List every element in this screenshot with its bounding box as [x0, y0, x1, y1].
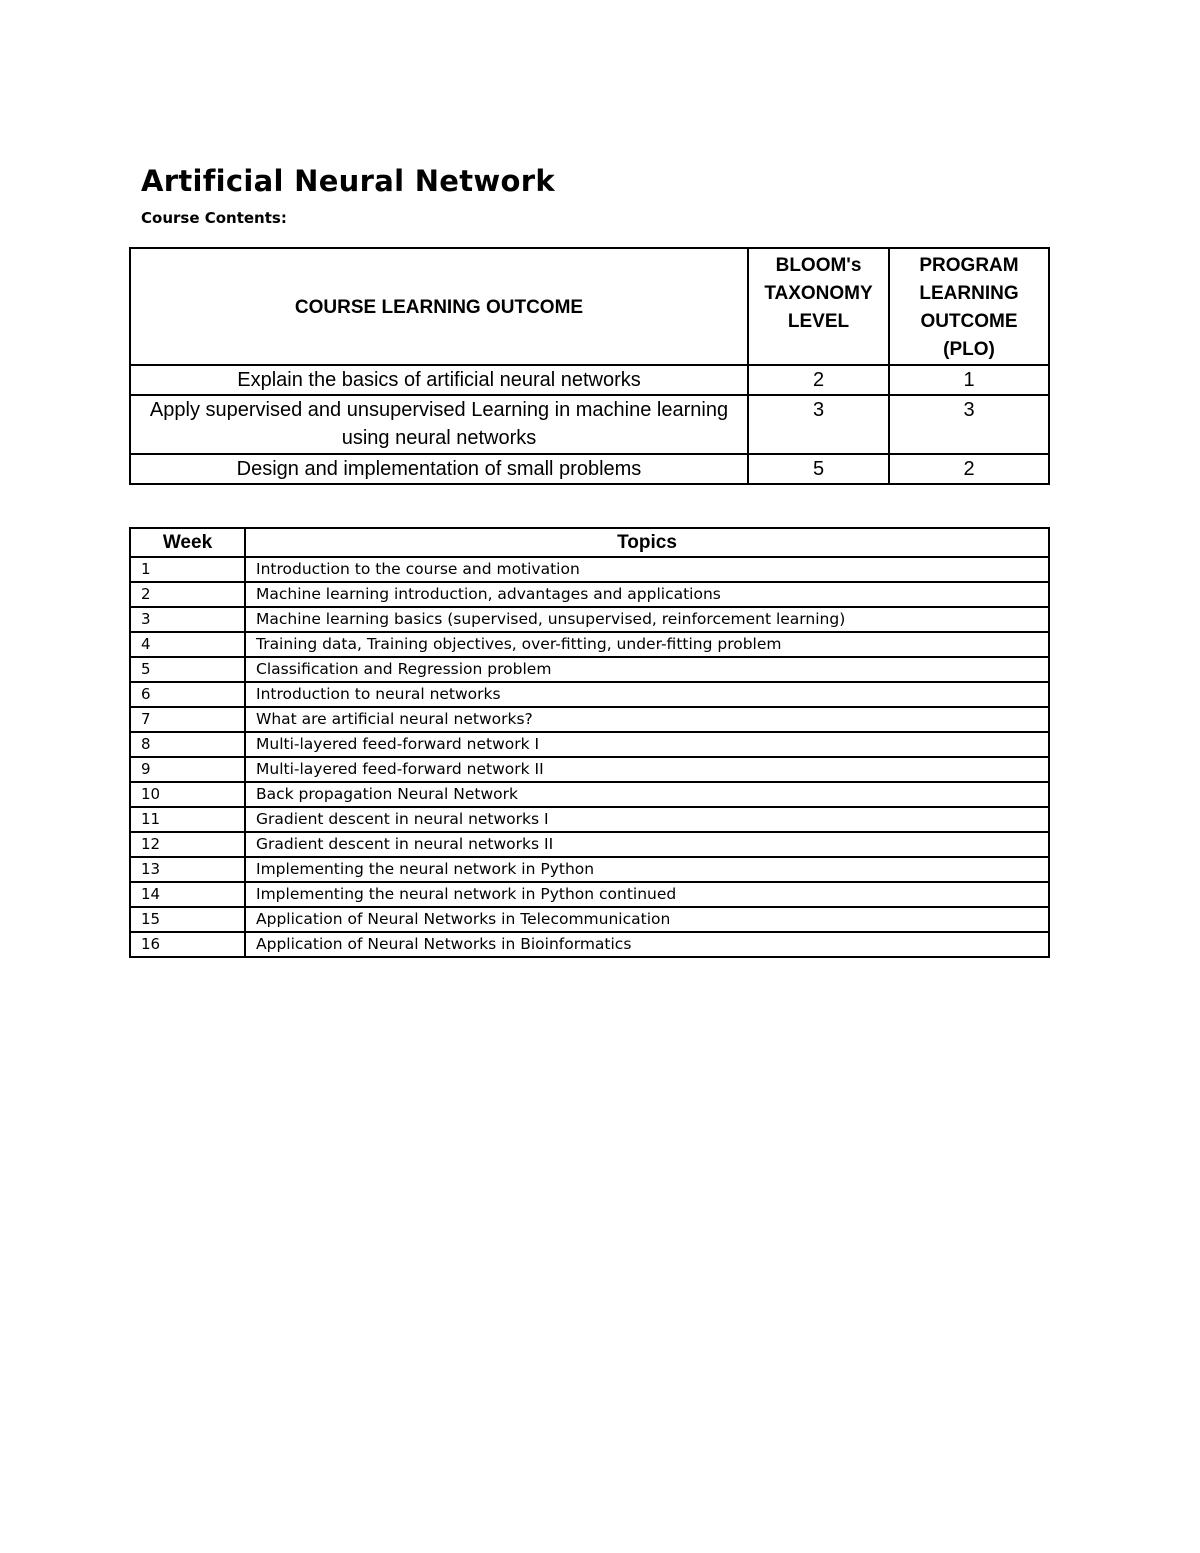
- clo-plo-cell: 3: [889, 395, 1049, 454]
- clo-header-plo: PROGRAM LEARNING OUTCOME (PLO): [889, 248, 1049, 365]
- table-row: [130, 757, 1049, 782]
- table-row: [130, 932, 1049, 957]
- clo-header-row: [130, 248, 1049, 365]
- week-number: 14: [130, 882, 245, 907]
- table-row: [130, 707, 1049, 732]
- week-topic: Back propagation Neural Network: [245, 782, 1049, 807]
- week-topic: Application of Neural Networks in Telecommunication: [245, 907, 1049, 932]
- weekly-topics-table: [129, 527, 1050, 958]
- table-row: [130, 882, 1049, 907]
- week-topic: Multi-layered feed-forward network I: [245, 732, 1049, 757]
- document-title: Artificial Neural Network: [141, 164, 555, 198]
- table-row: [130, 807, 1049, 832]
- course-learning-outcome-table: [129, 247, 1050, 485]
- week-number: 7: [130, 707, 245, 732]
- weeks-header-topics: Topics: [245, 528, 1049, 557]
- week-topic: Implementing the neural network in Python: [245, 857, 1049, 882]
- week-number: 10: [130, 782, 245, 807]
- weeks-header-week: Week: [130, 528, 245, 557]
- week-number: 8: [130, 732, 245, 757]
- week-number: 12: [130, 832, 245, 857]
- week-number: 16: [130, 932, 245, 957]
- week-topic: Application of Neural Networks in Bioinformatics: [245, 932, 1049, 957]
- table-row: [130, 657, 1049, 682]
- clo-header-outcome: COURSE LEARNING OUTCOME: [130, 248, 748, 365]
- course-contents-label: Course Contents:: [141, 209, 287, 227]
- week-topic: Classification and Regression problem: [245, 657, 1049, 682]
- week-topic: Gradient descent in neural networks I: [245, 807, 1049, 832]
- week-number: 5: [130, 657, 245, 682]
- clo-row: [130, 365, 1049, 395]
- clo-bloom-cell: 2: [748, 365, 889, 395]
- clo-row: [130, 454, 1049, 484]
- week-number: 13: [130, 857, 245, 882]
- week-topic: Introduction to neural networks: [245, 682, 1049, 707]
- week-topic: Training data, Training objectives, over-fitting, under-fitting problem: [245, 632, 1049, 657]
- clo-outcome-cell: Explain the basics of artificial neural networks: [130, 365, 748, 395]
- week-topic: Machine learning basics (supervised, unsupervised, reinforcement learning): [245, 607, 1049, 632]
- clo-plo-cell: 1: [889, 365, 1049, 395]
- clo-header-bloom: BLOOM's TAXONOMY LEVEL: [748, 248, 889, 365]
- table-row: [130, 832, 1049, 857]
- clo-bloom-cell: 5: [748, 454, 889, 484]
- clo-bloom-cell: 3: [748, 395, 889, 454]
- table-row: [130, 632, 1049, 657]
- week-topic: Introduction to the course and motivation: [245, 557, 1049, 582]
- clo-outcome-cell: Design and implementation of small problems: [130, 454, 748, 484]
- week-number: 1: [130, 557, 245, 582]
- week-topic: Implementing the neural network in Python continued: [245, 882, 1049, 907]
- week-topic: Gradient descent in neural networks II: [245, 832, 1049, 857]
- table-row: [130, 782, 1049, 807]
- table-row: [130, 682, 1049, 707]
- clo-row: [130, 395, 1049, 454]
- week-topic: What are artificial neural networks?: [245, 707, 1049, 732]
- week-number: 9: [130, 757, 245, 782]
- week-number: 15: [130, 907, 245, 932]
- week-number: 11: [130, 807, 245, 832]
- clo-plo-cell: 2: [889, 454, 1049, 484]
- week-number: 6: [130, 682, 245, 707]
- table-row: [130, 557, 1049, 582]
- table-row: [130, 607, 1049, 632]
- week-topic: Multi-layered feed-forward network II: [245, 757, 1049, 782]
- week-topic: Machine learning introduction, advantages and applications: [245, 582, 1049, 607]
- table-row: [130, 582, 1049, 607]
- table-row: [130, 907, 1049, 932]
- week-number: 4: [130, 632, 245, 657]
- table-row: [130, 732, 1049, 757]
- clo-outcome-cell: Apply supervised and unsupervised Learning in machine learning using neural networks: [130, 395, 748, 454]
- table-row: [130, 857, 1049, 882]
- week-number: 3: [130, 607, 245, 632]
- weeks-header-row: [130, 528, 1049, 557]
- week-number: 2: [130, 582, 245, 607]
